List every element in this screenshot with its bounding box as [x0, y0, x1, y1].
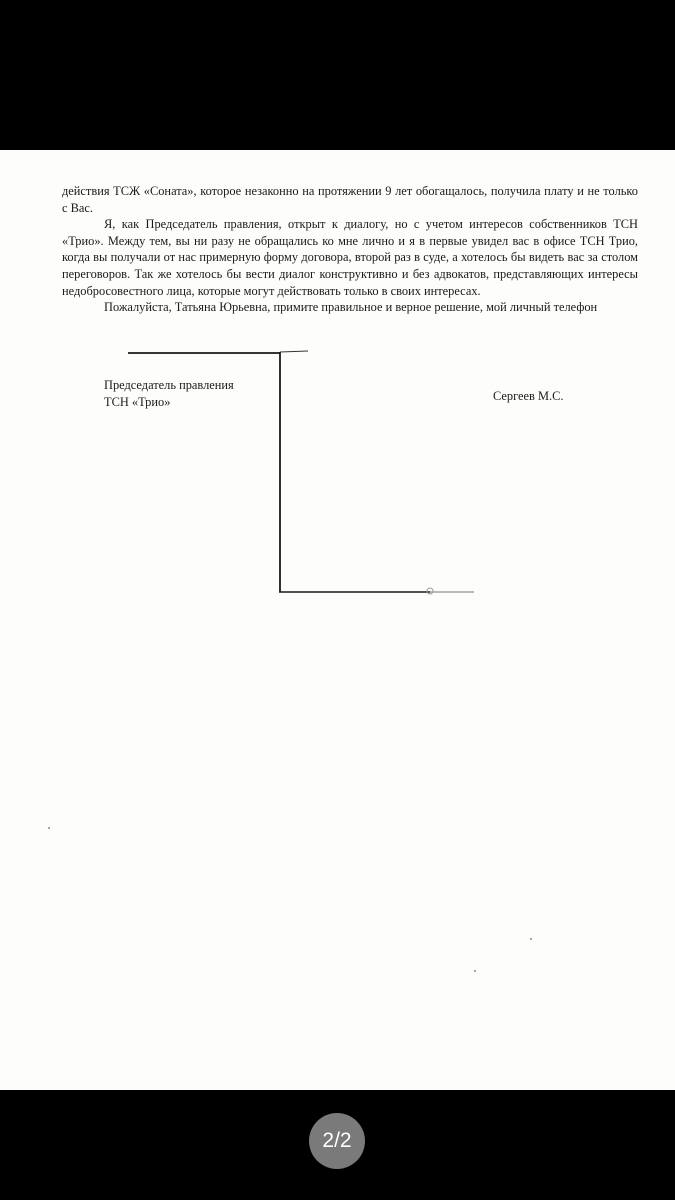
letter-body	[62, 183, 638, 316]
position-line-2: ТСН «Трио»	[104, 394, 171, 409]
signer-position	[104, 377, 234, 410]
scan-speck	[474, 970, 476, 972]
paragraph-1: действия ТСЖ «Соната», которое незаконно на протяжении 9 лет обогащалось, получила плату и не только с Вас.	[62, 184, 638, 215]
paragraph-2: Я, как Председатель правления, открыт к диалогу, но с учетом интересов собственников ТСН «Трио». Между тем, вы ни разу не обращались ко мне лично и я в первые увидел вас в офисе ТСН Трио, когда вы получали от нас примерную форму договора, второй раз в суде, а хотелось бы видеть вас за столом переговоров. Так же хотелось бы вести диалог конструктивно и без адвокатов, представляющих интересы недобросовестного лица, которые могут действовать только в своих интересах.	[62, 217, 638, 298]
position-line-1: Председатель правления	[104, 378, 234, 392]
paragraph-3: Пожалуйста, Татьяна Юрьевна, примите правильное и верное решение, мой личный телефон	[104, 300, 598, 315]
signer-name: Сергеев М.С.	[493, 389, 564, 403]
document-page	[0, 150, 675, 1090]
page-indicator: 2/2	[309, 1113, 365, 1169]
scan-speck	[530, 938, 532, 940]
scan-speck	[48, 827, 50, 829]
